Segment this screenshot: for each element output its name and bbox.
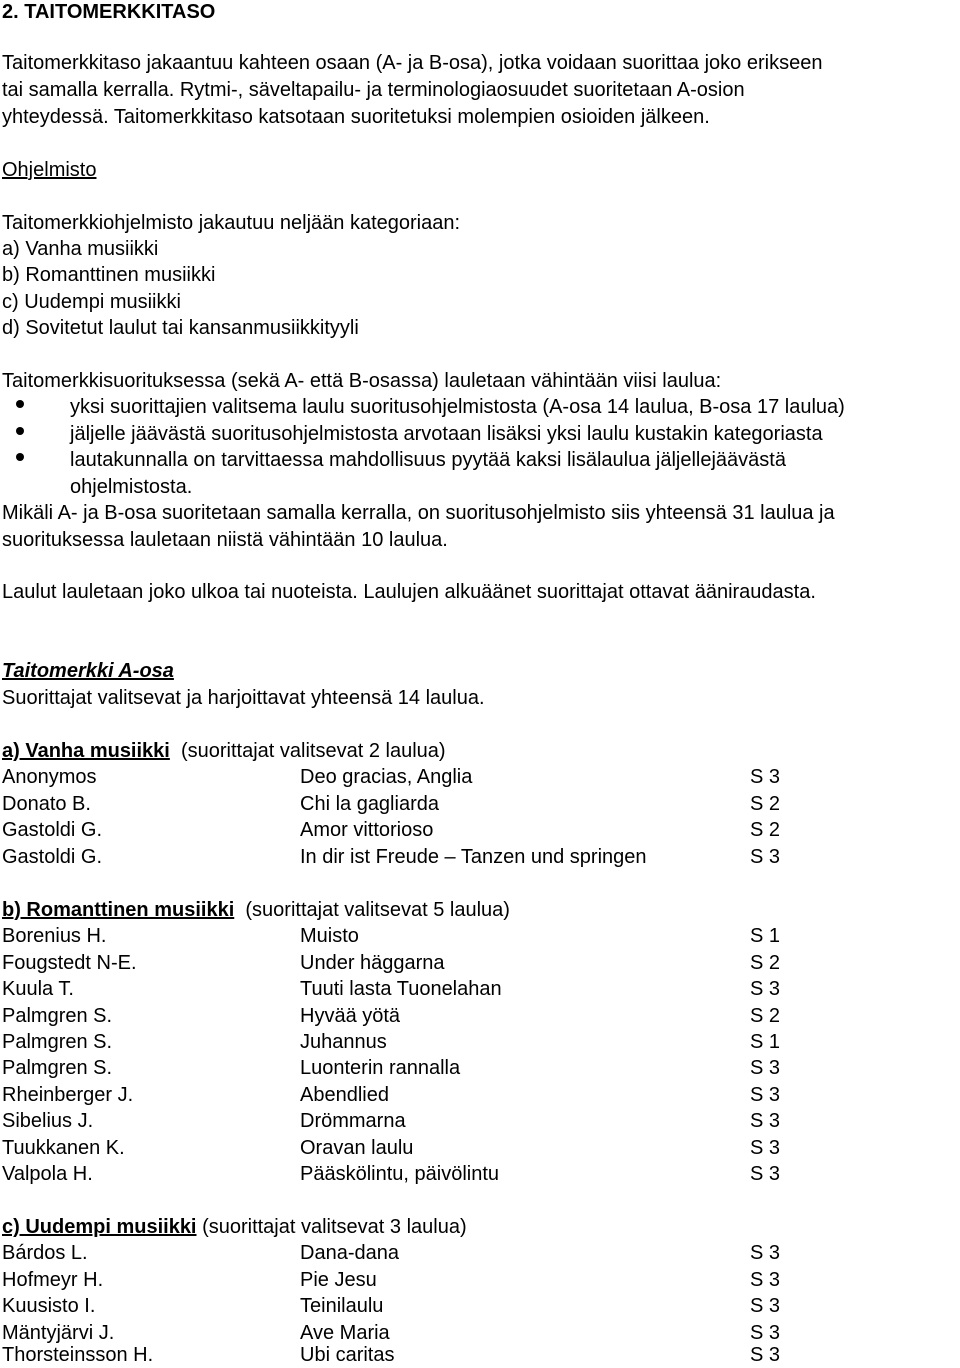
- composer-cell: Kuusisto I.: [2, 1295, 96, 1317]
- song-cell: Chi la gagliarda: [300, 793, 439, 815]
- composer-cell: Borenius H.: [2, 925, 107, 947]
- bullet-item-continuation: ohjelmistosta.: [70, 476, 193, 498]
- composer-cell: Thorsteinsson H.: [2, 1344, 154, 1366]
- category-item: d) Sovitetut laulut tai kansanmusiikkityyli: [2, 317, 359, 339]
- ohjelmisto-title: Ohjelmisto: [2, 159, 97, 181]
- difficulty-cell: S 1: [750, 1031, 781, 1053]
- intro-line-3: yhteydessä. Taitomerkkitaso katsotaan suoritetuksi molempien osioiden jälkeen.: [2, 106, 710, 128]
- section-b-header: [2, 897, 510, 923]
- section-a-header: [2, 738, 446, 764]
- composer-cell: Anonymos: [2, 766, 97, 788]
- difficulty-cell: S 2: [750, 819, 781, 841]
- section-b-title: b) Romanttinen musiikki: [2, 899, 235, 921]
- difficulty-cell: S 1: [750, 925, 781, 947]
- composer-cell: Gastoldi G.: [2, 819, 103, 841]
- bullet-item: jäljelle jäävästä suoritusohjelmistosta arvotaan lisäksi yksi laulu kustakin kategoriasta: [70, 423, 823, 445]
- song-cell: Ave Maria: [300, 1322, 390, 1344]
- composer-cell: Sibelius J.: [2, 1110, 94, 1132]
- composer-cell: Valpola H.: [2, 1163, 93, 1185]
- composer-cell: Bárdos L.: [2, 1242, 88, 1264]
- song-cell: Tuuti lasta Tuonelahan: [300, 978, 502, 1000]
- composer-cell: Kuula T.: [2, 978, 74, 1000]
- intro-line-1: Taitomerkkitaso jakaantuu kahteen osaan (A- ja B-osa), jotka voidaan suorittaa joko erikseen: [2, 52, 823, 74]
- song-cell: Oravan laulu: [300, 1137, 414, 1159]
- bullet-item: lautakunnalla on tarvittaessa mahdollisuus pyytää kaksi lisälaulua jäljellejäävästä: [70, 449, 786, 471]
- difficulty-cell: S 3: [750, 1163, 781, 1185]
- composer-cell: Mäntyjärvi J.: [2, 1322, 115, 1344]
- mikali-line-1: Mikäli A- ja B-osa suoritetaan samalla kerralla, on suoritusohjelmisto siis yhteensä 31 laulua ja: [2, 502, 835, 524]
- song-cell: Ubi caritas: [300, 1344, 395, 1366]
- difficulty-cell: S 3: [750, 1137, 781, 1159]
- song-cell: Under häggarna: [300, 952, 445, 974]
- composer-cell: Donato B.: [2, 793, 91, 815]
- category-item: a) Vanha musiikki: [2, 238, 159, 260]
- difficulty-cell: S 3: [750, 1295, 781, 1317]
- a-osa-intro: Suorittajat valitsevat ja harjoittavat yhteensä 14 laulua.: [2, 687, 485, 709]
- song-cell: Dana-dana: [300, 1242, 399, 1264]
- difficulty-cell: S 3: [750, 766, 781, 788]
- bullet-icon: [16, 400, 24, 408]
- song-cell: Teinilaulu: [300, 1295, 384, 1317]
- difficulty-cell: S 2: [750, 952, 781, 974]
- composer-cell: Rheinberger J.: [2, 1084, 134, 1106]
- composer-cell: Tuukkanen K.: [2, 1137, 125, 1159]
- song-cell: Abendlied: [300, 1084, 389, 1106]
- section-b-note: (suorittajat valitsevat 5 laulua): [245, 899, 510, 921]
- song-cell: Deo gracias, Anglia: [300, 766, 473, 788]
- song-cell: Pie Jesu: [300, 1269, 377, 1291]
- difficulty-cell: S 3: [750, 978, 781, 1000]
- laulut-paragraph: Laulut lauletaan joko ulkoa tai nuoteista. Laulujen alkuäänet suorittajat ottavat ääniraudasta.: [2, 581, 816, 603]
- difficulty-cell: S 3: [750, 1057, 781, 1079]
- section-c-note: (suorittajat valitsevat 3 laulua): [202, 1216, 467, 1238]
- song-cell: Juhannus: [300, 1031, 387, 1053]
- section-heading: 2. TAITOMERKKITASO: [2, 1, 216, 23]
- difficulty-cell: S 3: [750, 1269, 781, 1291]
- composer-cell: Palmgren S.: [2, 1057, 113, 1079]
- composer-cell: Palmgren S.: [2, 1005, 113, 1027]
- difficulty-cell: S 3: [750, 1322, 781, 1344]
- intro-line-2: tai samalla kerralla. Rytmi-, säveltapailu- ja terminologiaosuudet suoritetaan A-osion: [2, 79, 745, 101]
- song-cell: Drömmarna: [300, 1110, 406, 1132]
- section-c-header: [2, 1214, 467, 1240]
- song-cell: In dir ist Freude – Tanzen und springen: [300, 846, 647, 868]
- song-cell: Pääskölintu, päivölintu: [300, 1163, 500, 1185]
- composer-cell: Fougstedt N-E.: [2, 952, 137, 974]
- song-cell: Muisto: [300, 925, 359, 947]
- song-cell: Hyvää yötä: [300, 1005, 401, 1027]
- composer-cell: Gastoldi G.: [2, 846, 103, 868]
- composer-cell: Hofmeyr H.: [2, 1269, 104, 1291]
- section-c-title: c) Uudempi musiikki: [2, 1216, 197, 1238]
- song-cell: Amor vittorioso: [300, 819, 434, 841]
- difficulty-cell: S 2: [750, 793, 781, 815]
- difficulty-cell: S 2: [750, 1005, 781, 1027]
- difficulty-cell: S 3: [750, 1110, 781, 1132]
- bullet-icon: [16, 453, 24, 461]
- section-a-title: a) Vanha musiikki: [2, 740, 170, 762]
- difficulty-cell: S 3: [750, 1084, 781, 1106]
- difficulty-cell: S 3: [750, 1242, 781, 1264]
- difficulty-cell: S 3: [750, 1344, 781, 1366]
- category-item: b) Romanttinen musiikki: [2, 264, 216, 286]
- bullet-icon: [16, 427, 24, 435]
- mikali-line-2: suorituksessa lauletaan niistä vähintään 10 laulua.: [2, 529, 448, 551]
- a-osa-title: Taitomerkki A-osa: [2, 660, 174, 682]
- bullet-item: yksi suorittajien valitsema laulu suoritusohjelmistosta (A-osa 14 laulua, B-osa 17 laulua): [70, 396, 845, 418]
- ohjelmisto-intro: Taitomerkkiohjelmisto jakautuu neljään kategoriaan:: [2, 212, 461, 234]
- category-item: c) Uudempi musiikki: [2, 291, 181, 313]
- suoritus-intro: Taitomerkkisuorituksessa (sekä A- että B-osassa) lauletaan vähintään viisi laulua:: [2, 370, 722, 392]
- difficulty-cell: S 3: [750, 846, 781, 868]
- composer-cell: Palmgren S.: [2, 1031, 113, 1053]
- section-a-note: (suorittajat valitsevat 2 laulua): [180, 740, 446, 762]
- song-cell: Luonterin rannalla: [300, 1057, 461, 1079]
